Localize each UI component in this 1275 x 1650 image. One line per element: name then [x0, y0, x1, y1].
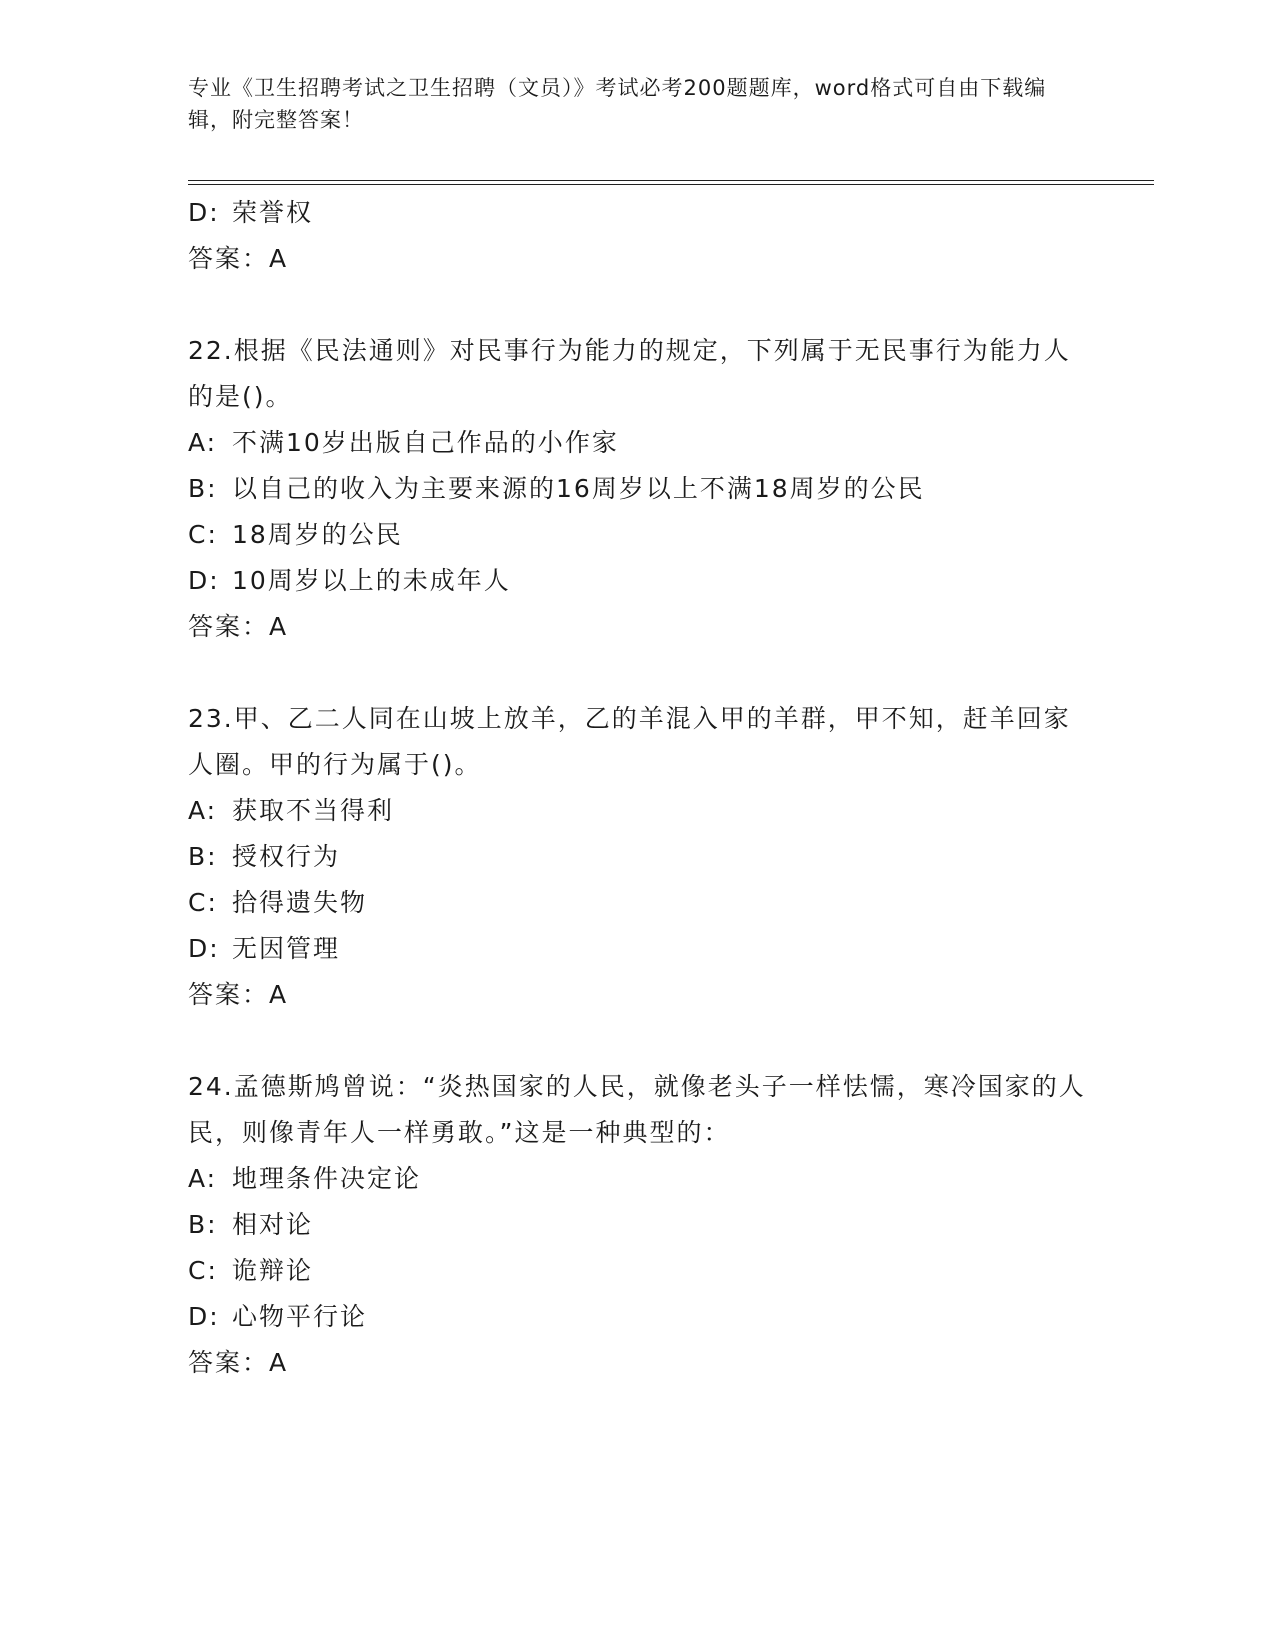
- option-c: [188, 880, 1088, 926]
- option-label: D:: [188, 934, 220, 963]
- option-label: D:: [188, 1302, 220, 1331]
- question-23: [188, 696, 1088, 1018]
- option-label: B:: [188, 1210, 218, 1239]
- question-stem: 24.孟德斯鸠曾说：“炎热国家的人民，就像老头子一样怯懦，寒冷国家的人民，则像青年人一样勇敢。”这是一种典型的：: [188, 1072, 1086, 1147]
- option-text: 以自己的收入为主要来源的16周岁以上不满18周岁的公民: [232, 474, 925, 503]
- option-label: B:: [188, 842, 218, 871]
- option-label: A:: [188, 428, 218, 457]
- option-a: [188, 1156, 1088, 1202]
- option-text: 相对论: [232, 1210, 314, 1239]
- header-divider-top: [188, 180, 1154, 181]
- question-stem: 23.甲、乙二人同在山坡上放羊，乙的羊混入甲的羊群，甲不知，赶羊回家人圈。甲的行为属于()。: [188, 704, 1071, 779]
- option-label: A:: [188, 1164, 218, 1193]
- option-label: D:: [188, 198, 220, 227]
- option-label: A:: [188, 796, 218, 825]
- question-list: [188, 190, 1088, 1386]
- option-a: [188, 420, 1088, 466]
- option-a: [188, 788, 1088, 834]
- answer-line: 答案：A: [188, 244, 289, 273]
- option-c: [188, 1248, 1088, 1294]
- option-b: [188, 466, 1088, 512]
- option-label: B:: [188, 474, 218, 503]
- option-b: [188, 834, 1088, 880]
- option-b: [188, 1202, 1088, 1248]
- header-divider-bottom: [188, 184, 1154, 185]
- answer-line: 答案：A: [188, 980, 289, 1009]
- option-text: 心物平行论: [232, 1302, 368, 1331]
- option-text: 荣誉权: [232, 198, 314, 227]
- option-text: 获取不当得利: [232, 796, 395, 825]
- option-text: 授权行为: [232, 842, 341, 871]
- option-label: C:: [188, 520, 218, 549]
- option-label: C:: [188, 1256, 218, 1285]
- option-c: [188, 512, 1088, 558]
- option-label: D:: [188, 566, 220, 595]
- option-text: 诡辩论: [232, 1256, 314, 1285]
- option-text: 不满10岁出版自己作品的小作家: [232, 428, 619, 457]
- option-d: [188, 1294, 1088, 1340]
- answer-line: 答案：A: [188, 612, 289, 641]
- option-d: [188, 926, 1088, 972]
- option-label: C:: [188, 888, 218, 917]
- option-d: [188, 190, 1088, 236]
- option-text: 无因管理: [232, 934, 341, 963]
- option-d: [188, 558, 1088, 604]
- option-text: 18周岁的公民: [232, 520, 403, 549]
- option-text: 10周岁以上的未成年人: [232, 566, 511, 595]
- option-text: 拾得遗失物: [232, 888, 368, 917]
- document-header: 专业《卫生招聘考试之卫生招聘（文员）》考试必考200题题库，word格式可自由下载编辑，附完整答案！: [188, 76, 1047, 132]
- answer-line: 答案：A: [188, 1348, 289, 1377]
- question-stem: 22.根据《民法通则》对民事行为能力的规定，下列属于无民事行为能力人的是()。: [188, 336, 1071, 411]
- question-24: [188, 1064, 1088, 1386]
- option-text: 地理条件决定论: [232, 1164, 422, 1193]
- question-22: [188, 328, 1088, 650]
